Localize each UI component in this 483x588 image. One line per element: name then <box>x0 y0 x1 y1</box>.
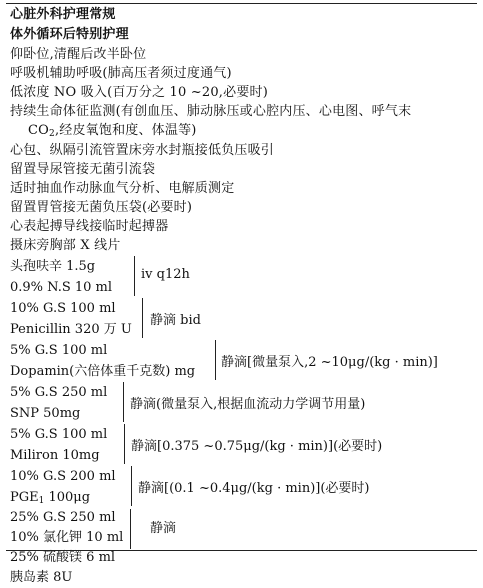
care-item-continuation <box>28 122 475 143</box>
brace-bar <box>130 509 131 549</box>
order-route: 静滴 bid <box>150 313 201 328</box>
drug-line: Miliron 10mg <box>10 448 100 463</box>
care-item: 适时抽血作动脉血气分析、电解质测定 <box>10 181 235 196</box>
medication-order <box>10 340 470 382</box>
drug-line: 胰岛素 8U <box>10 570 73 585</box>
order-route: 静滴(微量泵入,根据血流动力学调节用量) <box>130 397 366 412</box>
care-item: 心表起搏导线接临时起搏器 <box>10 219 169 234</box>
drug-subscript: 1 <box>38 496 45 506</box>
bottom-rule <box>6 550 477 551</box>
drug-line: 10% G.S 200 ml <box>10 469 116 484</box>
order-drugs <box>10 382 107 424</box>
drug-line: 5% G.S 100 ml <box>10 427 108 442</box>
brace-bar <box>142 298 143 338</box>
drug-line: 5% G.S 250 ml <box>10 385 108 400</box>
drug-line: SNP 50mg <box>10 406 81 421</box>
order-route: 静滴 <box>150 521 177 536</box>
medication-order <box>10 298 470 340</box>
care-item: 低浓度 NO 吸入(百万分之 10 ~20,必要时) <box>10 85 269 100</box>
order-drugs <box>10 298 132 340</box>
co2-subscript: 2 <box>49 129 55 139</box>
care-item: 留置导尿管接无菌引流袋 <box>10 162 156 177</box>
drug-line: 25% 硫酸镁 6 ml <box>10 550 116 565</box>
care-item: 仰卧位,清醒后改半卧位 <box>10 47 147 62</box>
top-rule <box>6 3 477 4</box>
drug-line: 10% G.S 100 ml <box>10 301 116 316</box>
care-item: 持续生命体征监测(有创血压、肺动脉压或心腔内压、心电图、呼气末 <box>10 104 412 119</box>
brace-bar <box>215 340 216 380</box>
care-item: 留置胃管接无菌负压袋(必要时) <box>10 200 193 215</box>
care-item: 摄床旁胸部 X 线片 <box>10 238 121 253</box>
care-item: 心包、纵隔引流管置床旁水封瓶接低负压吸引 <box>10 143 275 158</box>
drug-name: PGE <box>10 490 39 505</box>
medication-order <box>10 424 470 466</box>
care-item-continuation-text: ,经皮氧饱和度、体温等) <box>54 123 197 138</box>
co2-text: CO <box>28 123 50 138</box>
medication-order <box>10 382 470 424</box>
document-title: 心脏外科护理常规 <box>10 7 116 22</box>
order-drugs <box>10 340 195 382</box>
brace-bar <box>124 424 125 464</box>
order-drugs <box>10 508 123 588</box>
care-item: 呼吸机辅助呼吸(肺高压者须过度通气) <box>10 66 232 81</box>
order-route: 静滴[0.375 ~0.75μg/(kg · min)](必要时) <box>131 439 383 454</box>
medication-order <box>10 466 470 585</box>
drug-dose: 100μg <box>44 490 91 505</box>
order-route: 静滴[(0.1 ~0.4μg/(kg · min)](必要时) <box>138 481 370 496</box>
order-drugs <box>10 424 107 466</box>
drug-line: 25% G.S 250 ml <box>10 510 116 525</box>
drug-line: 10% 氯化钾 10 ml <box>10 530 124 545</box>
drug-line: Penicillin 320 万 U <box>10 322 132 337</box>
drug-line: 5% G.S 100 ml <box>10 343 108 358</box>
drug-line: 0.9% N.S 10 ml <box>10 280 113 295</box>
brace-bar <box>134 256 135 296</box>
medication-order <box>10 256 470 298</box>
order-route: iv q12h <box>141 267 190 282</box>
drug-line: Dopamin(六倍体重千克数) mg <box>10 364 196 379</box>
drug-line: 头孢呋辛 1.5g <box>10 259 96 274</box>
order-route: 静滴[微量泵入,2 ~10μg/(kg · min)] <box>221 355 438 370</box>
section-heading: 体外循环后特别护理 <box>10 27 129 42</box>
brace-bar <box>123 382 124 422</box>
order-drugs <box>10 256 112 298</box>
